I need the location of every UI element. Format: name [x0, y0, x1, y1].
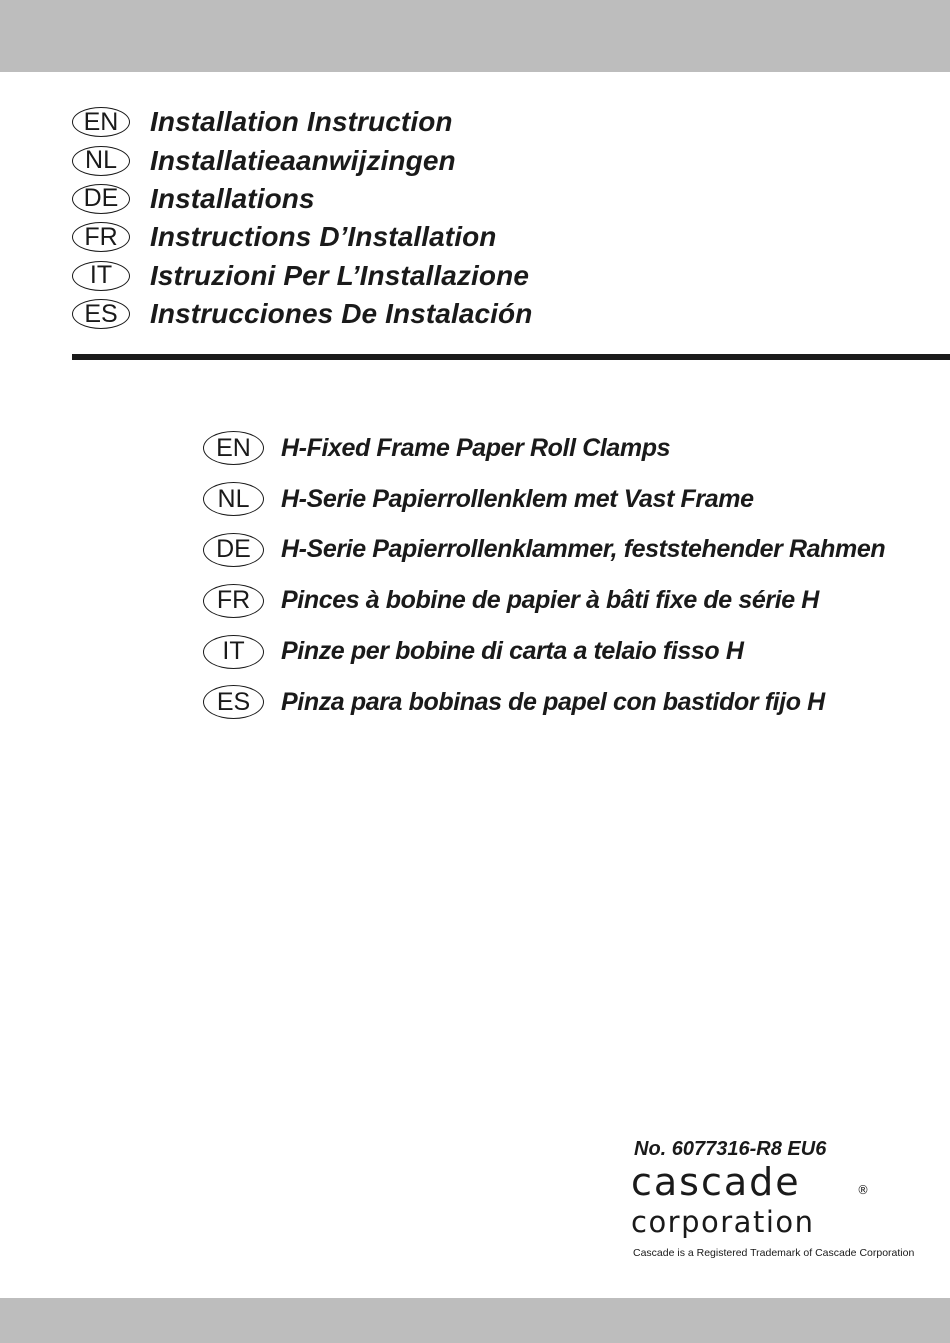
product-title-text: Pinze per bobine di carta a telaio fisso H — [281, 637, 744, 666]
registered-mark-icon: ® — [857, 1183, 869, 1197]
top-gray-band — [0, 0, 950, 72]
product-title-nl — [203, 474, 885, 525]
language-badge-es: ES — [203, 685, 264, 719]
product-title-fr — [203, 575, 885, 626]
product-title-it — [203, 626, 885, 677]
trademark-note: Cascade is a Registered Trademark of Cascade Corporation — [633, 1247, 915, 1259]
installation-title-en — [72, 103, 532, 141]
horizontal-divider — [72, 354, 950, 360]
installation-title-text: Installations — [150, 182, 315, 214]
installation-title-list — [72, 103, 532, 333]
language-badge-it: IT — [72, 261, 130, 291]
product-title-de — [203, 525, 885, 576]
installation-title-text: Instructions D’Installation — [150, 221, 497, 253]
product-title-en — [203, 423, 885, 474]
product-title-text: Pinces à bobine de papier à bâti fixe de série H — [281, 586, 819, 615]
language-badge-en: EN — [203, 431, 264, 465]
language-badge-nl: NL — [203, 482, 264, 516]
bottom-gray-band — [0, 1298, 950, 1343]
installation-title-text: Installatieaanwijzingen — [150, 144, 456, 176]
language-badge-de: DE — [203, 533, 264, 567]
language-badge-en: EN — [72, 107, 130, 137]
installation-title-nl — [72, 141, 532, 179]
language-badge-de: DE — [72, 184, 130, 214]
product-title-es — [203, 677, 885, 728]
cascade-logo-wordmark: cascade — [631, 1160, 801, 1204]
document-number: No. 6077316-R8 EU6 — [634, 1138, 827, 1160]
product-title-text: H-Fixed Frame Paper Roll Clamps — [281, 433, 671, 462]
installation-title-es — [72, 295, 532, 333]
installation-title-fr — [72, 218, 532, 256]
language-badge-nl: NL — [72, 146, 130, 176]
product-title-text: H-Serie Papierrollenklem met Vast Frame — [281, 484, 754, 513]
installation-title-text: Installation Instruction — [150, 106, 453, 138]
product-title-text: H-Serie Papierrollenklammer, feststehender Rahmen — [281, 535, 886, 564]
language-badge-es: ES — [72, 299, 130, 329]
installation-title-it — [72, 257, 532, 295]
installation-title-text: Istruzioni Per L’Installazione — [150, 259, 529, 291]
product-title-list — [203, 423, 885, 728]
product-title-text: Pinza para bobinas de papel con bastidor fijo H — [281, 687, 825, 716]
language-badge-fr: FR — [72, 222, 130, 252]
corporation-logo-wordmark: corporation — [631, 1205, 815, 1239]
installation-title-text: Instrucciones De Instalación — [150, 298, 533, 330]
installation-title-de — [72, 180, 532, 218]
language-badge-fr: FR — [203, 584, 264, 618]
language-badge-it: IT — [203, 635, 264, 669]
